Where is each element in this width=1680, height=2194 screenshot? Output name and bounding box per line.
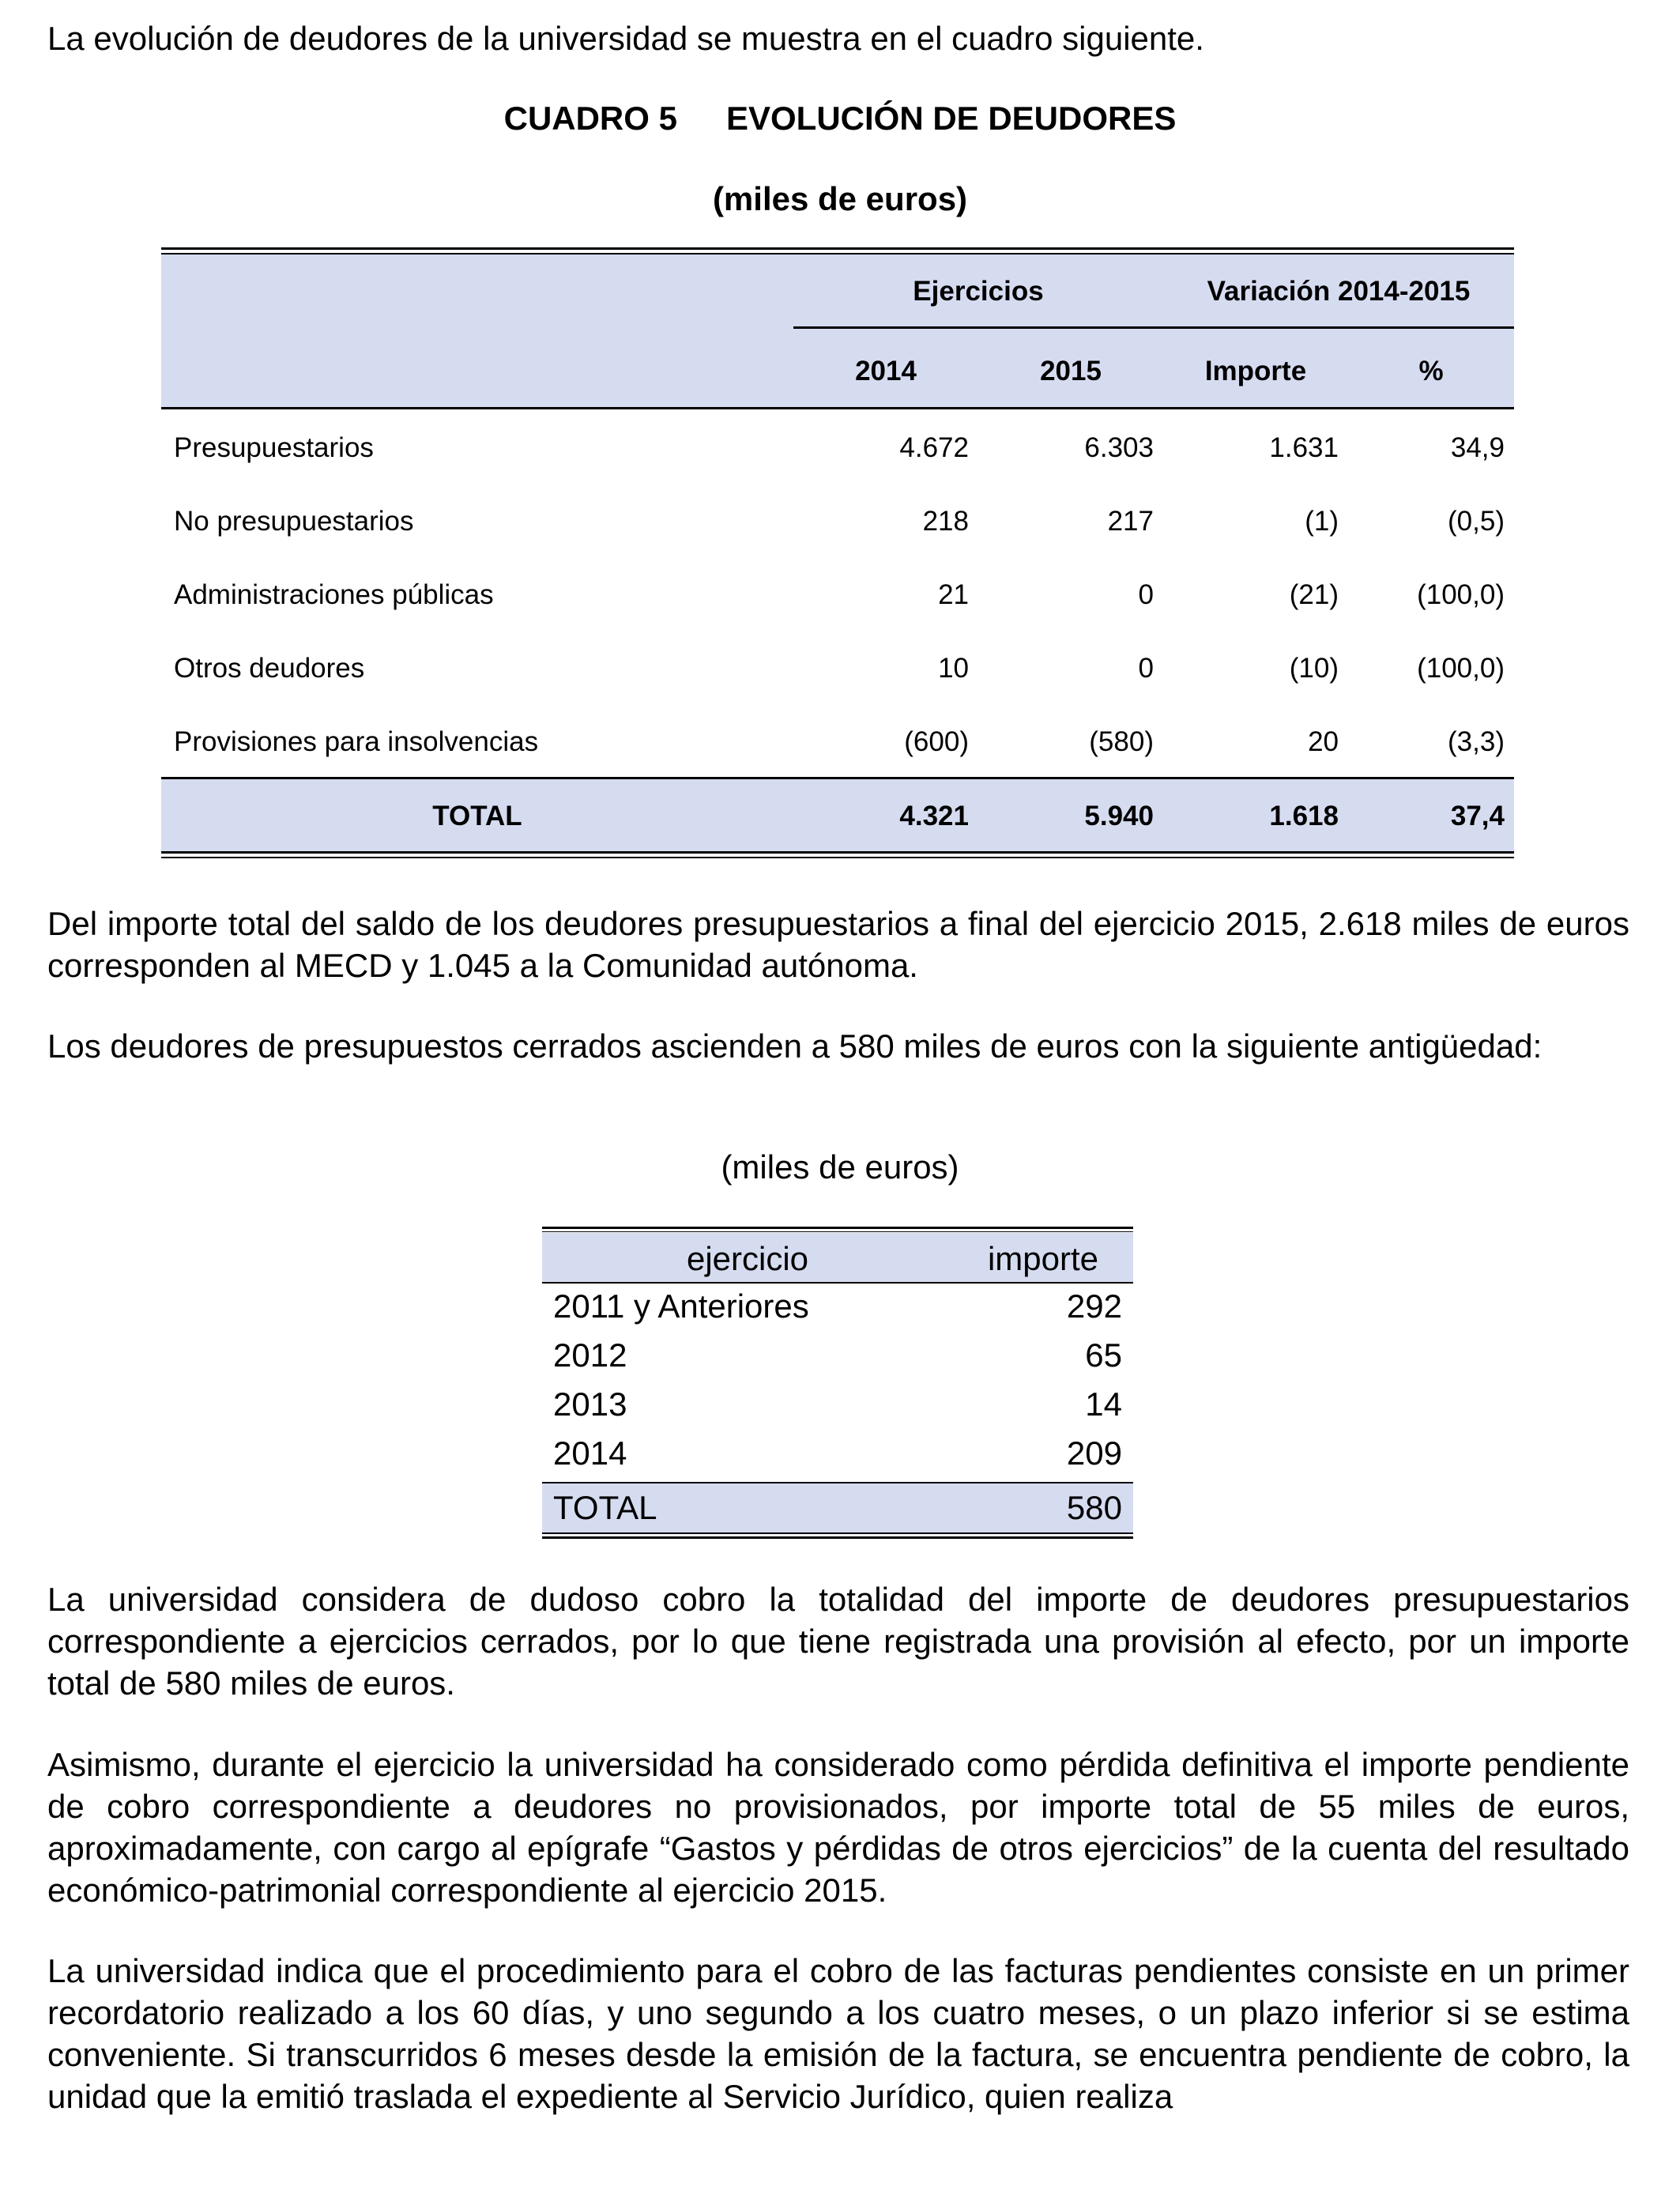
group-header-variacion: Variación 2014-2015 bbox=[1207, 276, 1471, 307]
cell-2015: 0 bbox=[1138, 653, 1154, 684]
header-ejercicio: ejercicio bbox=[686, 1240, 809, 1277]
bottom-rule bbox=[542, 1532, 1133, 1534]
cell-2014: 21 bbox=[938, 579, 969, 610]
cell-2014: (600) bbox=[904, 726, 969, 757]
group-header-ejercicios: Ejercicios bbox=[913, 276, 1044, 307]
col-header-2014: 2014 bbox=[855, 356, 917, 386]
small-table-units: (miles de euros) bbox=[721, 1148, 959, 1186]
antiguedad-table bbox=[542, 1227, 1133, 1543]
bottom-rule-inner bbox=[161, 857, 1514, 858]
cell-percent: (0,5) bbox=[1448, 506, 1505, 537]
header-rule bbox=[542, 1282, 1133, 1284]
cell-2015: 0 bbox=[1138, 579, 1154, 610]
paragraph-5: La universidad indica que el procedimiento para el cobro de las facturas pendientes consiste en un primer recordatorio realizado a los 60 días, y uno segundo a los cuatro meses, o un plazo inferior si se estima conveniente. Si transcurridos 6 meses desde la emisión de la factura, se encuentra pendiente de cobro, la unidad que la emitió traslada el expediente al Servicio Jurídico, quien realiza bbox=[47, 1952, 1629, 2115]
bottom-rule bbox=[161, 851, 1514, 854]
intro-paragraph: La evolución de deudores de la universidad se muestra en el cuadro siguiente. bbox=[47, 20, 1204, 57]
cell-percent: (100,0) bbox=[1417, 579, 1505, 610]
row-value: 14 bbox=[1085, 1385, 1122, 1423]
row-label: 2013 bbox=[553, 1385, 627, 1423]
total-2014: 4.321 bbox=[899, 801, 969, 831]
top-rule-inner bbox=[161, 253, 1514, 254]
row-label: Presupuestarios bbox=[174, 432, 374, 463]
cell-2015: 217 bbox=[1107, 506, 1154, 537]
row-value: 209 bbox=[1066, 1434, 1122, 1472]
top-rule bbox=[161, 247, 1514, 250]
deudores-table bbox=[161, 247, 1514, 861]
total-importe: 1.618 bbox=[1269, 801, 1339, 831]
row-value: 292 bbox=[1066, 1287, 1122, 1325]
cell-2015: (580) bbox=[1089, 726, 1154, 757]
cell-2014: 4.672 bbox=[899, 432, 969, 463]
col-header-importe: Importe bbox=[1204, 356, 1307, 386]
cell-percent: (100,0) bbox=[1417, 653, 1505, 684]
row-label: Otros deudores bbox=[174, 653, 365, 684]
cell-importe: 20 bbox=[1308, 726, 1339, 757]
group-rule bbox=[793, 326, 1514, 329]
cell-importe: 1.631 bbox=[1269, 432, 1339, 463]
table-number: CUADRO 5 bbox=[503, 100, 677, 137]
paragraph-1: Del importe total del saldo de los deudores presupuestarios a final del ejercicio 2015, 2.618 miles de euros corresponden al MECD y 1.045 a la Comunidad autónoma. bbox=[47, 905, 1629, 984]
table-units: (miles de euros) bbox=[712, 180, 968, 217]
paragraph-2: Los deudores de presupuestos cerrados ascienden a 580 miles de euros con la siguiente antigüedad: bbox=[47, 1027, 1543, 1065]
total-value: 580 bbox=[1066, 1489, 1122, 1526]
table-title: EVOLUCIÓN DE DEUDORES bbox=[725, 100, 1177, 137]
cell-importe: (21) bbox=[1289, 579, 1339, 610]
cell-percent: 34,9 bbox=[1450, 432, 1505, 463]
row-label: 2011 y Anteriores bbox=[553, 1287, 809, 1325]
cell-2015: 6.303 bbox=[1084, 432, 1154, 463]
header-rule bbox=[161, 407, 1514, 409]
row-label: No presupuestarios bbox=[174, 506, 414, 537]
table-heading bbox=[0, 100, 1680, 138]
cell-2014: 10 bbox=[938, 653, 969, 684]
total-label: TOTAL bbox=[553, 1489, 657, 1526]
total-percent: 37,4 bbox=[1450, 801, 1505, 831]
top-rule-inner bbox=[542, 1231, 1133, 1232]
row-value: 65 bbox=[1085, 1336, 1122, 1374]
cell-2014: 218 bbox=[922, 506, 969, 537]
bottom-rule-inner bbox=[542, 1536, 1133, 1539]
row-label: Provisiones para insolvencias bbox=[174, 726, 539, 757]
col-header-percent: % bbox=[1418, 356, 1444, 386]
top-rule bbox=[542, 1227, 1133, 1229]
cell-importe: (10) bbox=[1289, 653, 1339, 684]
cell-importe: (1) bbox=[1305, 506, 1339, 537]
col-header-2015: 2015 bbox=[1040, 356, 1102, 386]
paragraph-4: Asimismo, durante el ejercicio la universidad ha considerado como pérdida definitiva el importe pendiente de cobro correspondiente a deudores no provisionados, por importe total de 55 miles de euros, aproximadamente, con cargo al epígrafe “Gastos y pérdidas de otros ejercicios” de la cuenta del resultado económico-patrimonial correspondiente al ejercicio 2015. bbox=[47, 1746, 1629, 1909]
row-label: Administraciones públicas bbox=[174, 579, 494, 610]
header-importe: importe bbox=[987, 1240, 1099, 1277]
paragraph-3: La universidad considera de dudoso cobro la totalidad del importe de deudores presupuestarios correspondiente a ejercicios cerrados, por lo que tiene registrada una provisión al efecto, por un importe total de 580 miles de euros. bbox=[47, 1581, 1629, 1702]
row-label: 2014 bbox=[553, 1434, 627, 1472]
cell-percent: (3,3) bbox=[1448, 726, 1505, 757]
total-label: TOTAL bbox=[432, 801, 522, 831]
row-label: 2012 bbox=[553, 1336, 627, 1374]
total-2015: 5.940 bbox=[1084, 801, 1154, 831]
